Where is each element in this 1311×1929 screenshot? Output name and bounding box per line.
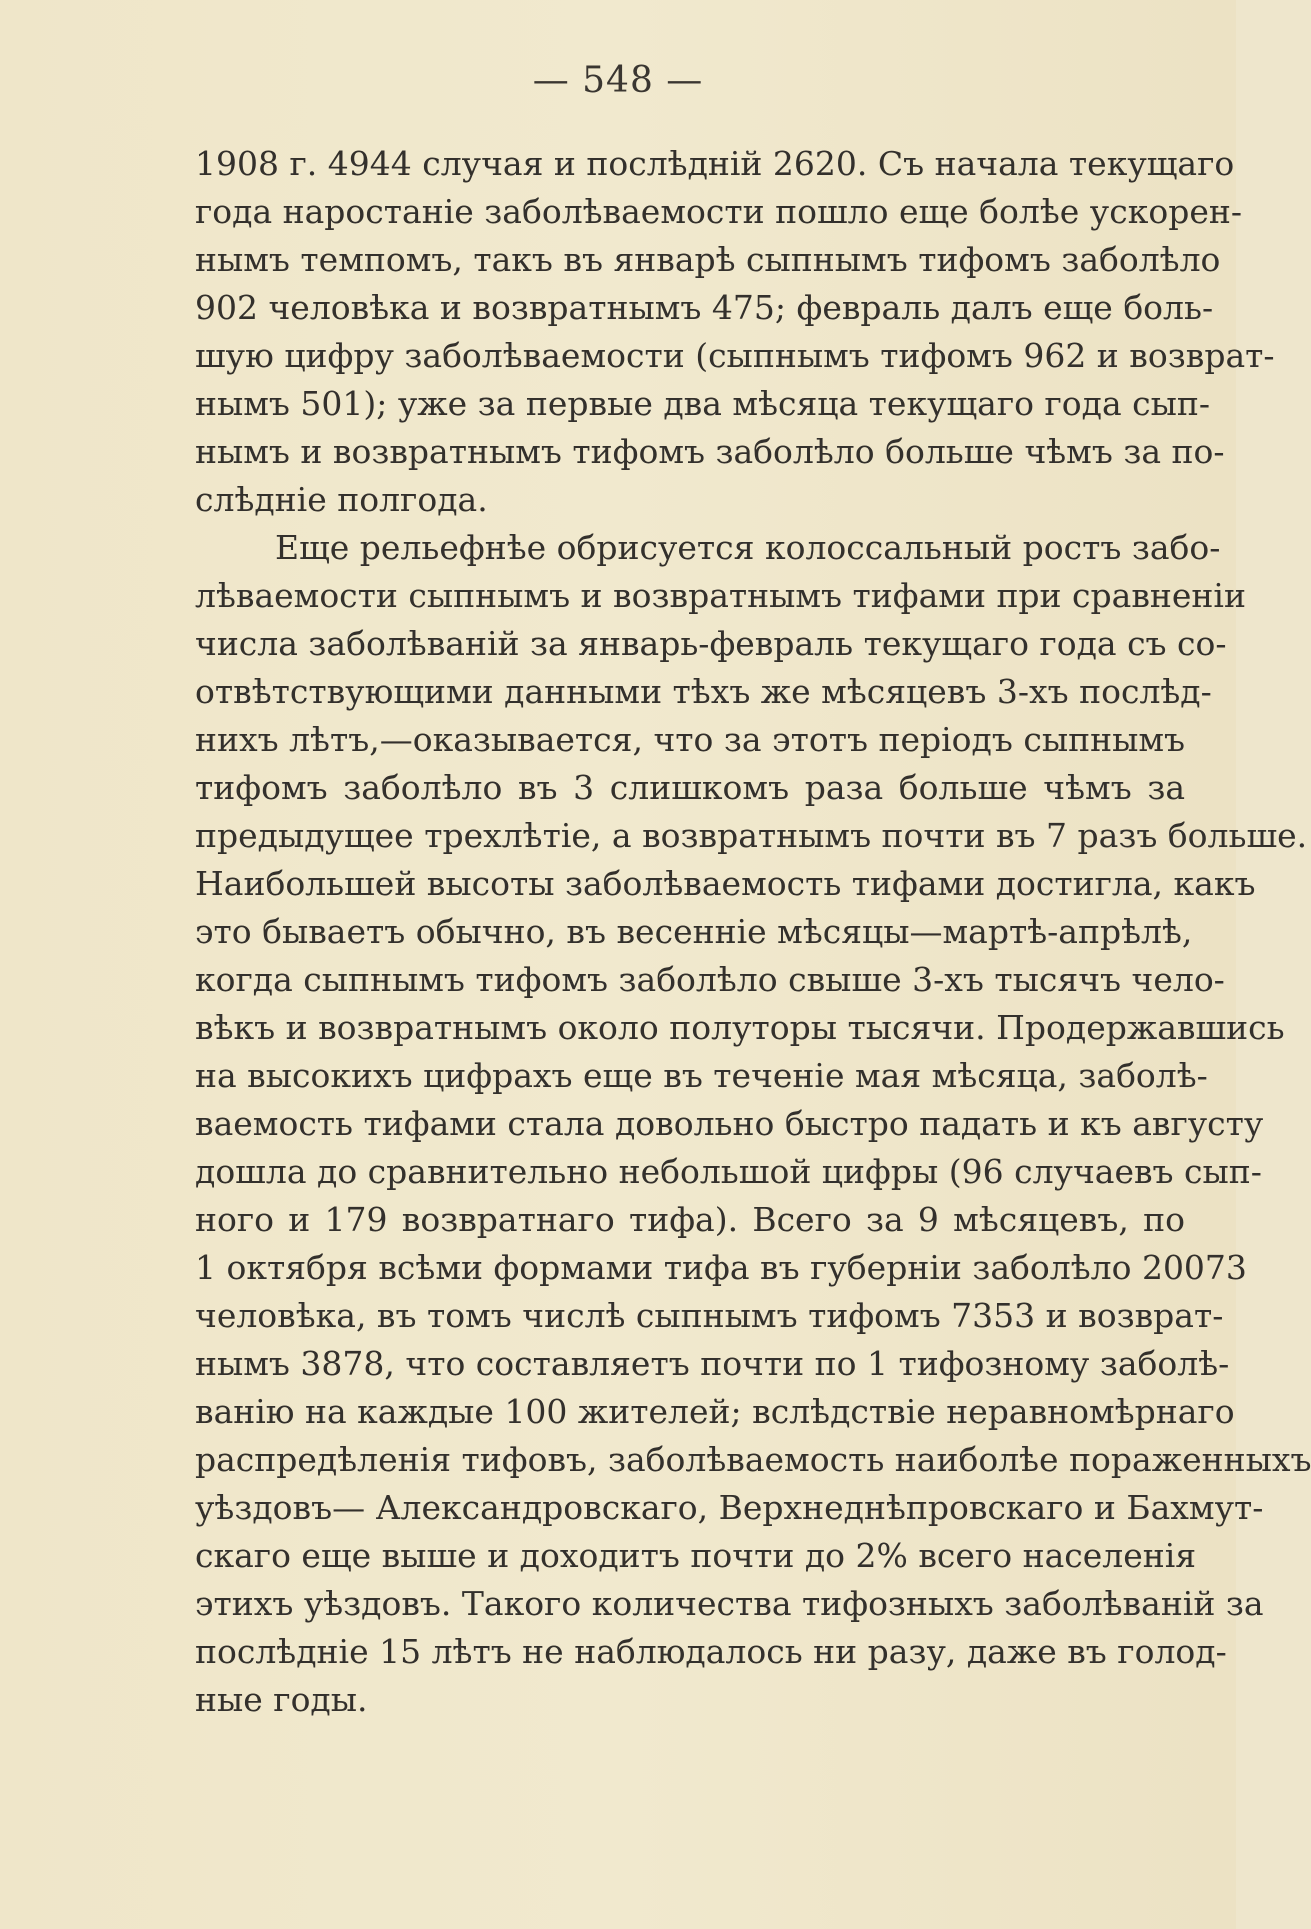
text-line: человѣка, въ томъ числѣ сыпнымъ тифомъ 7353 и возврат- bbox=[195, 1296, 1224, 1335]
text-line: Еще рельефнѣе обрисуется колоссальный ростъ забо- bbox=[275, 528, 1221, 567]
text-line: 1 октября всѣми формами тифа въ губернiи заболѣло 20073 bbox=[195, 1248, 1247, 1287]
text-line: послѣднiе 15 лѣтъ не наблюдалось ни разу, даже въ голод- bbox=[195, 1632, 1227, 1671]
text-line: этихъ уѣздовъ. Такого количества тифозныхъ заболѣванiй за bbox=[195, 1584, 1264, 1623]
text-line: распредѣленiя тифовъ, заболѣваемость наиболѣе пораженныхъ bbox=[195, 1440, 1311, 1479]
text-line: лѣваемости сыпнымъ и возвратнымъ тифами при сравненiи bbox=[195, 576, 1246, 615]
text-line: шую цифру заболѣваемости (сыпнымъ тифомъ 962 и возврат- bbox=[195, 336, 1275, 375]
text-line: слѣднiе полгода. bbox=[195, 480, 488, 519]
page-number: — 548 — bbox=[532, 60, 704, 101]
text-line: нымъ темпомъ, такъ въ январѣ сыпнымъ тифомъ заболѣло bbox=[195, 240, 1221, 279]
paragraph-1 bbox=[195, 140, 1275, 524]
text-line: вѣкъ и возвратнымъ около полуторы тысячи. Продержавшись bbox=[195, 1008, 1285, 1047]
text-line: нихъ лѣтъ,—оказывается, что за этотъ перiодъ сыпнымъ bbox=[195, 720, 1185, 759]
body-text bbox=[195, 140, 1311, 1724]
text-line: Наибольшей высоты заболѣваемость тифами достигла, какъ bbox=[195, 864, 1256, 903]
text-line: это бываетъ обычно, въ весеннiе мѣсяцы—мартѣ-апрѣлѣ, bbox=[195, 912, 1193, 951]
text-line: ванiю на каждые 100 жителей; вслѣдствiе неравномѣрнаго bbox=[195, 1392, 1235, 1431]
text-line: на высокихъ цифрахъ еще въ теченiе мая мѣсяца, заболѣ- bbox=[195, 1056, 1208, 1095]
text-line: когда сыпнымъ тифомъ заболѣло свыше 3-хъ тысячъ чело- bbox=[195, 960, 1225, 999]
text-line: отвѣтствующими данными тѣхъ же мѣсяцевъ 3-хъ послѣд- bbox=[195, 672, 1212, 711]
paragraph-2 bbox=[195, 524, 1311, 1724]
text-line: 1908 г. 4944 случая и послѣднiй 2620. Съ начала текущаго bbox=[195, 144, 1235, 183]
text-line: числа заболѣванiй за январь-февраль текущаго года съ со- bbox=[195, 624, 1227, 663]
text-line: нымъ 501); уже за первые два мѣсяца текущаго года сып- bbox=[195, 384, 1211, 423]
text-line: тифомъ заболѣло въ 3 слишкомъ раза больше чѣмъ за bbox=[195, 768, 1185, 807]
text-line: уѣздовъ— Александровскаго, Верхнеднѣпровскаго и Бахмут- bbox=[195, 1488, 1264, 1527]
text-line: нымъ 3878, что составляетъ почти по 1 тифозному заболѣ- bbox=[195, 1344, 1230, 1383]
text-line: ваемость тифами стала довольно быстро падать и къ августу bbox=[195, 1104, 1264, 1143]
text-line: года наростанiе заболѣваемости пошло еще болѣе ускорен- bbox=[195, 192, 1242, 231]
text-line: предыдущее трехлѣтiе, а возвратнымъ почти въ 7 разъ больше. bbox=[195, 816, 1308, 855]
text-line: нымъ и возвратнымъ тифомъ заболѣло больше чѣмъ за по- bbox=[195, 432, 1225, 471]
text-line: ного и 179 возвратнаго тифа). Всего за 9 мѣсяцевъ, по bbox=[195, 1200, 1185, 1239]
text-line: ные годы. bbox=[195, 1680, 368, 1719]
text-line: дошла до сравнительно небольшой цифры (96 случаевъ сып- bbox=[195, 1152, 1262, 1191]
text-line: скаго еще выше и доходитъ почти до 2% всего населенiя bbox=[195, 1536, 1197, 1575]
text-line: 902 человѣка и возвратнымъ 475; февраль далъ еще боль- bbox=[195, 288, 1214, 327]
